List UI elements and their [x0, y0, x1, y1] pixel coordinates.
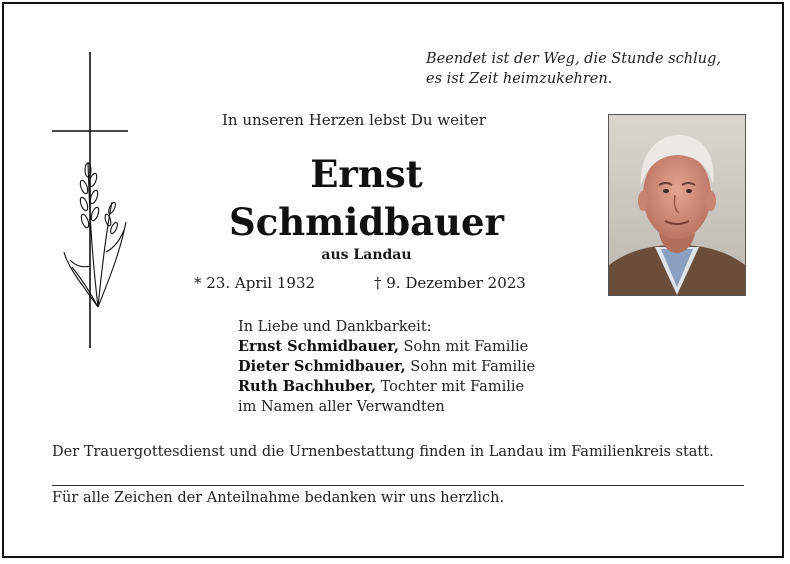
- mourner-entry: [238, 337, 535, 357]
- verse-line: es ist Zeit heimzukehren.: [426, 71, 613, 87]
- verse-line: Beendet ist der Weg, die Stunde schlug,: [426, 51, 721, 67]
- verse: [426, 49, 721, 89]
- mourner-name: Ruth Bachhuber,: [238, 378, 376, 395]
- portrait-photo: [608, 114, 746, 296]
- mourner-relation: Sohn mit Familie: [405, 359, 536, 375]
- mourners-closing: im Namen aller Verwandten: [238, 399, 445, 415]
- mourner-entry: [238, 357, 535, 377]
- cross-with-wheat-icon: [50, 52, 130, 352]
- deceased-first-name: Ernst: [310, 152, 423, 196]
- mourner-entry: [238, 377, 535, 397]
- service-note: Der Trauergottesdienst und die Urnenbestattung finden in Landau im Familienkreis statt.: [52, 444, 714, 460]
- mourner-name: Dieter Schmidbauer,: [238, 358, 406, 375]
- motto: In unseren Herzen lebst Du weiter: [222, 111, 486, 129]
- deceased-origin: aus Landau: [321, 247, 412, 263]
- birth-date: * 23. April 1932: [194, 274, 316, 292]
- mourners-intro: In Liebe und Dankbarkeit:: [238, 319, 432, 335]
- mourners-list: [238, 317, 535, 417]
- mourner-relation: Sohn mit Familie: [398, 339, 529, 355]
- mourner-name: Ernst Schmidbauer,: [238, 338, 399, 355]
- obituary-notice: [2, 2, 784, 558]
- death-date: † 9. Dezember 2023: [374, 274, 526, 292]
- deceased-last-name: Schmidbauer: [228, 200, 504, 244]
- mourner-relation: Tochter mit Familie: [375, 379, 525, 395]
- divider: [52, 485, 744, 486]
- thanks-note: Für alle Zeichen der Anteilnahme bedanken wir uns herzlich.: [52, 490, 505, 506]
